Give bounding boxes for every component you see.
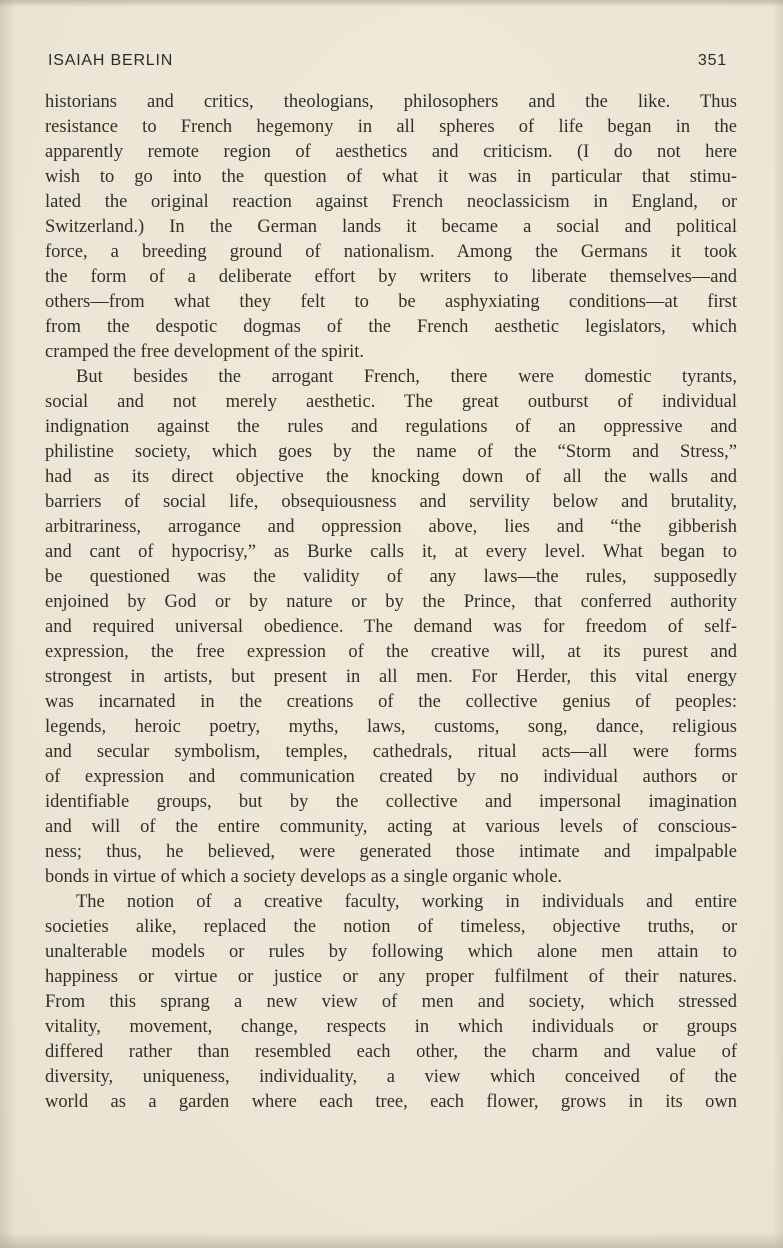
text-line: world as a garden where each tree, each flower, grows in its own — [45, 1092, 737, 1112]
text-line: apparently remote region of aesthetics and criticism. (I do not here — [45, 142, 737, 162]
text-line: Switzerland.) In the German lands it became a social and political — [45, 217, 737, 237]
text-line: wish to go into the question of what it was in particular that stimu- — [45, 167, 737, 187]
text-line: diversity, uniqueness, individuality, a view which conceived of the — [45, 1067, 737, 1087]
page-number: 351 — [697, 52, 727, 69]
text-line: indignation against the rules and regulations of an oppressive and — [45, 417, 737, 437]
text-line: philistine society, which goes by the name of the “Storm and Stress,” — [45, 442, 737, 462]
text-line: and secular symbolism, temples, cathedrals, ritual acts—all were forms — [45, 742, 737, 762]
text-line: differed rather than resembled each other, the charm and value of — [45, 1042, 737, 1062]
text-line: enjoined by God or by nature or by the Prince, that conferred authority — [45, 592, 737, 612]
page-shading-bottom — [0, 1232, 783, 1248]
text-line: arbitrariness, arrogance and oppression above, lies and “the gibberish — [45, 517, 737, 537]
author-name: ISAIAH BERLIN — [48, 52, 174, 69]
text-line: bonds in virtue of which a society develops as a single organic whole. — [45, 867, 563, 887]
page-shading-left — [0, 0, 16, 1248]
text-line: of expression and communication created by no individual authors or — [45, 767, 737, 787]
paragraph — [45, 890, 737, 1115]
text-line: The notion of a creative faculty, working in individuals and entire — [76, 892, 737, 912]
text-line: expression, the free expression of the creative will, at its purest and — [45, 642, 737, 662]
page-shading-right — [773, 0, 783, 1248]
text-line: barriers of social life, obsequiousness and servility below and brutality, — [45, 492, 737, 512]
text-line: From this sprang a new view of men and society, which stressed — [45, 992, 737, 1012]
page-shading-top — [0, 0, 783, 7]
text-line: historians and critics, theologians, philosophers and the like. Thus — [45, 92, 737, 112]
page-body — [45, 90, 737, 1115]
text-line: others—from what they felt to be asphyxiating conditions—at first — [45, 292, 737, 312]
text-line: and required universal obedience. The demand was for freedom of self- — [45, 617, 737, 637]
text-line: vitality, movement, change, respects in which individuals or groups — [45, 1017, 737, 1037]
text-line: and will of the entire community, acting at various levels of conscious- — [45, 817, 737, 837]
paragraph — [45, 365, 737, 890]
text-line: and cant of hypocrisy,” as Burke calls it, at every level. What began to — [45, 542, 737, 562]
text-line: force, a breeding ground of nationalism. Among the Germans it took — [45, 242, 737, 262]
text-line: social and not merely aesthetic. The great outburst of individual — [45, 392, 737, 412]
text-line: happiness or virtue or justice or any proper fulfilment of their natures. — [45, 967, 737, 987]
text-line: unalterable models or rules by following which alone men attain to — [45, 942, 737, 962]
text-line: lated the original reaction against French neoclassicism in England, or — [45, 192, 737, 212]
text-line: identifiable groups, but by the collective and impersonal imagination — [45, 792, 737, 812]
text-line: ness; thus, he believed, were generated those intimate and impalpable — [45, 842, 737, 862]
text-line: resistance to French hegemony in all spheres of life began in the — [45, 117, 737, 137]
running-header — [48, 52, 727, 70]
text-line: legends, heroic poetry, myths, laws, customs, song, dance, religious — [45, 717, 737, 737]
text-line: societies alike, replaced the notion of timeless, objective truths, or — [45, 917, 737, 937]
text-line: was incarnated in the creations of the collective genius of peoples: — [45, 692, 737, 712]
text-line: be questioned was the validity of any laws—the rules, supposedly — [45, 567, 737, 587]
text-line: cramped the free development of the spirit. — [45, 342, 364, 362]
text-line: But besides the arrogant French, there were domestic tyrants, — [76, 367, 737, 387]
text-line: from the despotic dogmas of the French aesthetic legislators, which — [45, 317, 737, 337]
paragraph — [45, 90, 737, 365]
text-line: the form of a deliberate effort by writers to liberate themselves—and — [45, 267, 737, 287]
text-line: had as its direct objective the knocking down of all the walls and — [45, 467, 737, 487]
text-line: strongest in artists, but present in all men. For Herder, this vital energy — [45, 667, 737, 687]
